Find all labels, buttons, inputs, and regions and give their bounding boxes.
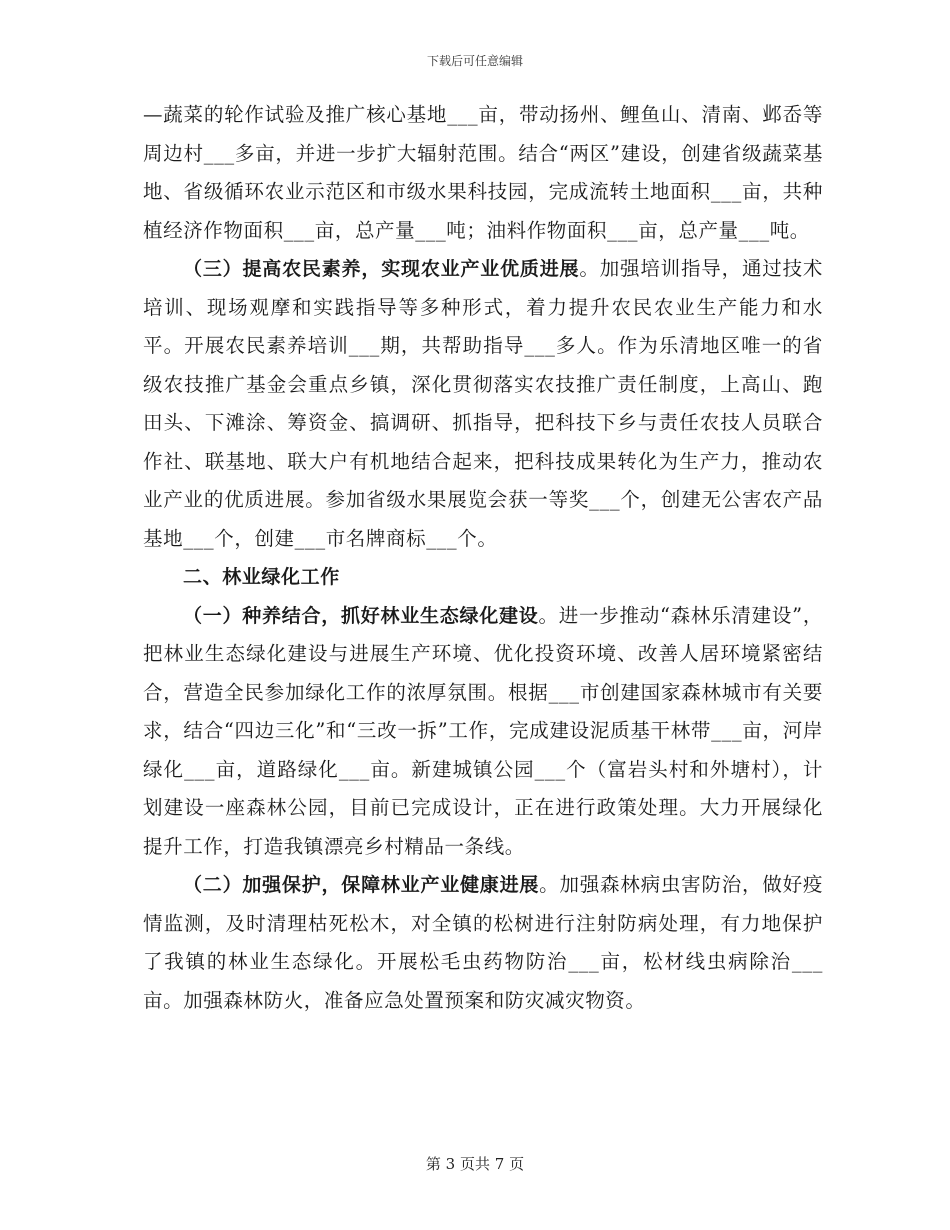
paragraph-text: 。加强森林病虫害防治，做好疫情监测，及时清理枯死松木，对全镇的松树进行注射防病处理，有力地保护了我镇的林业生态绿化。开展松毛虫药物防治___亩，松材线虫病除治___亩。加强森林防火，准备应急处置预案和防灾减灾物资。 [143, 873, 823, 1012]
section-heading-forestry [143, 558, 823, 597]
document-body [143, 96, 823, 1020]
paragraph-vegetable-base: —蔬菜的轮作试验及推广核心基地___亩，带动扬州、鲤鱼山、清南、邺岙等周边村___多亩，并进一步扩大辐射范围。结合“两区”建设，创建省级蔬菜基地、省级循环农业示范区和市级水果科技园，完成流转土地面积___亩，共种植经济作物面积___亩，总产量___吨；油料作物面积___亩，总产量___吨。 [143, 103, 823, 242]
paragraph-text: 。进一步推动“森林乐清建设”，把林业生态绿化建设与进展生产环境、优化投资环境、改善人居环境紧密结合，营造全民参加绿化工作的浓厚氛围。根据___市创建国家森林城市有关要求，结合“四边三化”和“三改一拆”工作，完成建设泥质基干林带___亩，河岸绿化___亩，道路绿化___亩。新建城镇公园___个（富岩头村和外塘村），计划建设一座森林公园，目前已完成设计，正在进行政策处理。大力开展绿化提升工作，打造我镇漂亮乡村精品一条线。 [143, 603, 823, 858]
paragraph-lead-heading: （三）提高农民素养，实现农业产业优质进展 [183, 258, 580, 280]
page-header-note: 下载后可任意编辑 [426, 54, 523, 68]
paragraph-forest-greening [143, 597, 823, 867]
paragraph-text: 。加强培训指导，通过技术培训、现场观摩和实践指导等多种形式，着力提升农民农业生产能力和水平。开展农民素养培训___期，共帮助指导___多人。作为乐清地区唯一的省级农技推广基金会重点乡镇，深化贯彻落实农技推广责任制度，上高山、跑田头、下滩涂、筹资金、搞调研、抓指导，把科技下乡与责任农技人员联合作社、联基地、联大户有机地结合起来，把科技成果转化为生产力，推动农业产业的优质进展。参加省级水果展览会获一等奖___个，创建无公害农产品基地___个，创建___市名牌商标___个。 [143, 257, 823, 550]
section-heading-text: 二、林业绿化工作 [183, 566, 340, 588]
paragraph-lead-heading: （一）种养结合，抓好林业生态绿化建设 [183, 604, 539, 627]
paragraph-lead-heading: （二）加强保护，保障林业产业健康进展 [183, 874, 540, 896]
paragraph-forest-protection [143, 866, 823, 1020]
page-footer-number: 第 3 页共 7 页 [425, 1155, 525, 1173]
paragraph-farmer-training [143, 250, 823, 558]
